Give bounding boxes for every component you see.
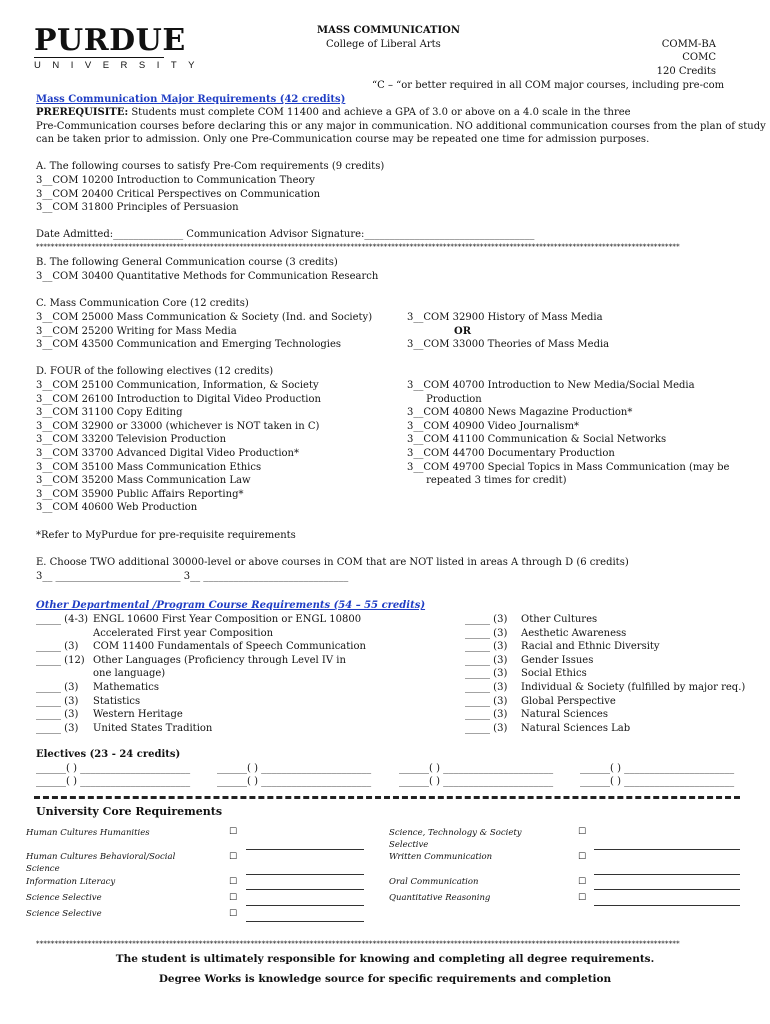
list-item: 3__COM 25100 Communication, Information, & Society [36, 380, 319, 391]
core-blank-line[interactable] [246, 905, 364, 906]
responsibility-note: The student is ultimately responsible for knowing and completing all degree requirements. [115, 953, 655, 965]
list-item: 3__COM 25200 Writing for Mass Media [36, 325, 237, 337]
core-item-label: Quantitative Reasoning [389, 893, 491, 903]
elective-slot[interactable]: ______( ) ______________________ [36, 763, 191, 774]
credit-blank[interactable]: _____ (3) [465, 654, 508, 666]
list-item: 3__COM 49700 Special Topics in Mass Communication (may be [407, 461, 730, 473]
credit-blank[interactable]: _____ (3) [465, 668, 508, 680]
list-item: 3__COM 20400 Critical Perspectives on Communication [36, 188, 321, 200]
core-checkbox[interactable]: ☐ [578, 827, 587, 837]
college-name: College of Liberal Arts [326, 39, 441, 50]
section-c-right [407, 311, 609, 352]
program-code: COMC [682, 52, 716, 63]
credit-blank[interactable]: _____ (3) [36, 722, 79, 734]
section-d-heading: D. FOUR of the following electives (12 credits) [36, 366, 274, 377]
core-item-label: Information Literacy [26, 877, 116, 887]
core-blank-line[interactable] [594, 889, 740, 890]
list-item: 3__COM 32900 or 33000 (whichever is NOT taken in C) [36, 420, 320, 432]
section-c-left [36, 311, 372, 352]
page-title: MASS COMMUNICATION [317, 25, 461, 36]
major-heading: Mass Communication Major Requirements (42 credits) [36, 94, 346, 105]
list-item: 3__COM 33200 Television Production [36, 434, 227, 446]
core-item-label: Science Selective [26, 893, 102, 903]
section-d-left [36, 379, 321, 515]
degree-works-note: Degree Works is knowledge source for specific requirements and completion [158, 973, 612, 985]
list-item: one language) [93, 668, 166, 680]
credit-blank[interactable]: _____ (3) [36, 695, 79, 707]
list-item: 3__COM 35200 Mass Communication Law [36, 475, 251, 487]
list-item: Individual & Society (fulfilled by major req.) [521, 681, 746, 693]
star-divider: ****************************************************************************************************************************************************************************** [36, 940, 680, 948]
logo-rule [34, 57, 164, 58]
list-item: 3__COM 40700 Introduction to New Media/Social Media [407, 380, 695, 391]
core-checkbox[interactable]: ☐ [229, 852, 238, 862]
list-item: Western Heritage [93, 709, 183, 721]
list-item: 3__COM 25000 Mass Communication & Society (Ind. and Society) [36, 312, 373, 323]
core-blank-line[interactable] [246, 889, 364, 890]
core-checkbox[interactable]: ☐ [578, 893, 587, 903]
list-item: Accelerated First year Composition [93, 627, 274, 639]
list-item: 3__COM 43500 Communication and Emerging Technologies [36, 339, 342, 351]
core-checkbox[interactable]: ☐ [229, 877, 238, 887]
credit-blank[interactable]: _____ (3) [465, 681, 508, 693]
elective-slot[interactable]: ______( ) ______________________ [217, 763, 372, 774]
elective-slot[interactable]: ______( ) ______________________ [399, 776, 554, 787]
credit-blank[interactable]: _____ (12) [36, 654, 85, 666]
core-blank-line[interactable] [246, 849, 364, 850]
section-a-list [36, 174, 320, 215]
list-item: Natural Sciences [521, 709, 608, 721]
prereq-line-2: Pre-Communication courses before declaring this or any major in communication. NO additional communication courses from the plan of study [36, 121, 766, 132]
list-item: Production [407, 393, 482, 405]
grade-note: “C – “or better required in all COM major courses, including pre-com [372, 80, 725, 91]
core-item-label: Oral Communication [389, 877, 479, 887]
core-item-label: Written Communication [389, 852, 493, 862]
list-item: 3__COM 26100 Introduction to Digital Video Production [36, 393, 321, 405]
core-blank-line[interactable] [594, 905, 740, 906]
credit-blank[interactable]: _____ (4-3) [36, 614, 89, 625]
list-item: Global Perspective [521, 695, 616, 707]
core-checkbox[interactable]: ☐ [229, 909, 238, 919]
star-divider: ****************************************************************************************************************************************************************************** [36, 243, 680, 251]
other-left-names [93, 613, 366, 735]
elective-slot[interactable]: ______( ) ______________________ [580, 763, 735, 774]
list-item: 3__COM 31800 Principles of Persuasion [36, 202, 239, 214]
list-item: 3__COM 35100 Mass Communication Ethics [36, 461, 262, 473]
elective-slot[interactable]: ______( ) ______________________ [399, 763, 554, 774]
core-blank-line[interactable] [246, 874, 364, 875]
core-checkbox[interactable]: ☐ [229, 827, 238, 837]
credit-blank[interactable]: _____ (3) [465, 627, 508, 639]
core-item-label: Science [26, 864, 60, 874]
total-credits: 120 Credits [656, 66, 716, 77]
list-item: 3__COM 30400 Quantitative Methods for Communication Research [36, 271, 379, 282]
list-item: Racial and Ethnic Diversity [521, 641, 660, 653]
core-blank-line[interactable] [246, 921, 364, 922]
list-item: 3__COM 32900 History of Mass Media [407, 312, 603, 323]
admission-signature-line: Date Admitted:______________ Communication Advisor Signature:__________________________________ [36, 229, 535, 240]
other-right-credits [465, 613, 507, 735]
prereq-line-3: can be taken prior to admission. Only one Pre-Communication course may be repeated one time for admission purposes. [36, 134, 650, 145]
credit-blank[interactable]: _____ (3) [465, 709, 508, 721]
list-item: COM 11400 Fundamentals of Speech Communication [93, 641, 366, 653]
section-e-heading: E. Choose TWO additional 30000-level or above courses in COM that are NOT listed in areas A through D (6 credits) [36, 557, 629, 568]
core-item-label: Science, Technology & Society [389, 828, 522, 838]
core-checkbox[interactable]: ☐ [578, 877, 587, 887]
core-item-label: Science Selective [26, 909, 102, 919]
list-item: Other Cultures [521, 614, 598, 625]
list-item: 3__COM 40600 Web Production [36, 502, 198, 514]
list-item: 3__COM 41100 Communication & Social Networks [407, 434, 667, 446]
core-item-label: Human Cultures Humanities [26, 828, 150, 838]
list-item: Mathematics [93, 681, 159, 693]
prereq-line-1 [36, 106, 631, 120]
list-item: Social Ethics [521, 668, 587, 680]
list-item: Natural Sciences Lab [521, 722, 631, 734]
core-heading: University Core Requirements [36, 805, 223, 818]
credit-blank[interactable]: _____ (3) [465, 614, 508, 625]
section-e-blanks[interactable]: 3__ _________________________ 3__ _____________________________ [36, 571, 349, 582]
list-item: Other Languages (Proficiency through Level IV in [93, 654, 346, 666]
credit-blank[interactable]: _____ (3) [465, 695, 508, 707]
section-d-right [407, 379, 729, 488]
list-item: 3__COM 40900 Video Journalism* [407, 420, 580, 432]
core-item-label: Human Cultures Behavioral/Social [26, 852, 176, 862]
other-right-names [521, 613, 745, 735]
list-item: 3__COM 40800 News Magazine Production* [407, 407, 633, 419]
list-item: 3__COM 33700 Advanced Digital Video Production* [36, 447, 299, 459]
elective-slot[interactable]: ______( ) ______________________ [36, 776, 191, 787]
credit-blank[interactable]: _____ (3) [36, 709, 79, 721]
purdue-logo: PURDUE [34, 23, 186, 58]
list-item: United States Tradition [93, 722, 213, 734]
elective-slot[interactable]: ______( ) ______________________ [217, 776, 372, 787]
section-a-heading: A. The following courses to satisfy Pre-Com requirements (9 credits) [36, 161, 385, 172]
list-item: Statistics [93, 695, 141, 707]
other-left-credits [36, 613, 88, 735]
core-checkbox[interactable]: ☐ [578, 852, 587, 862]
credit-blank[interactable]: _____ (3) [36, 681, 79, 693]
credit-blank[interactable]: _____ (3) [36, 641, 79, 653]
core-checkbox[interactable]: ☐ [229, 893, 238, 903]
section-c-heading: C. Mass Communication Core (12 credits) [36, 298, 249, 309]
list-item: ENGL 10600 First Year Composition or ENGL 10800 [93, 614, 362, 625]
elective-slot[interactable]: ______( ) ______________________ [580, 776, 735, 787]
list-item: 3__COM 31100 Copy Editing [36, 407, 183, 419]
other-requirements-heading: Other Departmental /Program Course Requirements (54 – 55 credits) [36, 600, 426, 611]
credit-blank [36, 627, 88, 641]
electives-heading: Electives (23 - 24 credits) [36, 749, 181, 760]
or-label: OR [454, 325, 472, 337]
purdue-logo-sub: UNIVERSITY [34, 60, 207, 71]
degree-code: COMM-BA [661, 39, 716, 50]
section-b-heading: B. The following General Communication course (3 credits) [36, 257, 338, 268]
prereq-reference-note: *Refer to MyPurdue for pre-requisite requirements [36, 530, 296, 541]
prereq-text-1: Students must complete COM 11400 and achieve a GPA of 3.0 or above on a 4.0 scale in the three [128, 107, 631, 118]
list-item: Aesthetic Awareness [521, 627, 627, 639]
credit-blank [36, 667, 88, 681]
core-blank-line[interactable] [594, 874, 740, 875]
credit-blank[interactable]: _____ (3) [465, 722, 508, 734]
list-item: 3__COM 10200 Introduction to Communication Theory [36, 175, 315, 186]
list-item: 3__COM 44700 Documentary Production [407, 447, 615, 459]
list-item: 3__COM 33000 Theories of Mass Media [407, 339, 610, 351]
credit-blank[interactable]: _____ (3) [465, 641, 508, 653]
prereq-label: PREREQUISITE: [36, 107, 129, 118]
core-blank-line[interactable] [594, 849, 740, 850]
list-item: repeated 3 times for credit) [407, 475, 567, 487]
list-item: Gender Issues [521, 654, 594, 666]
core-item-label: Selective [389, 840, 429, 850]
list-item: 3__COM 35900 Public Affairs Reporting* [36, 488, 244, 500]
section-divider [34, 796, 740, 799]
